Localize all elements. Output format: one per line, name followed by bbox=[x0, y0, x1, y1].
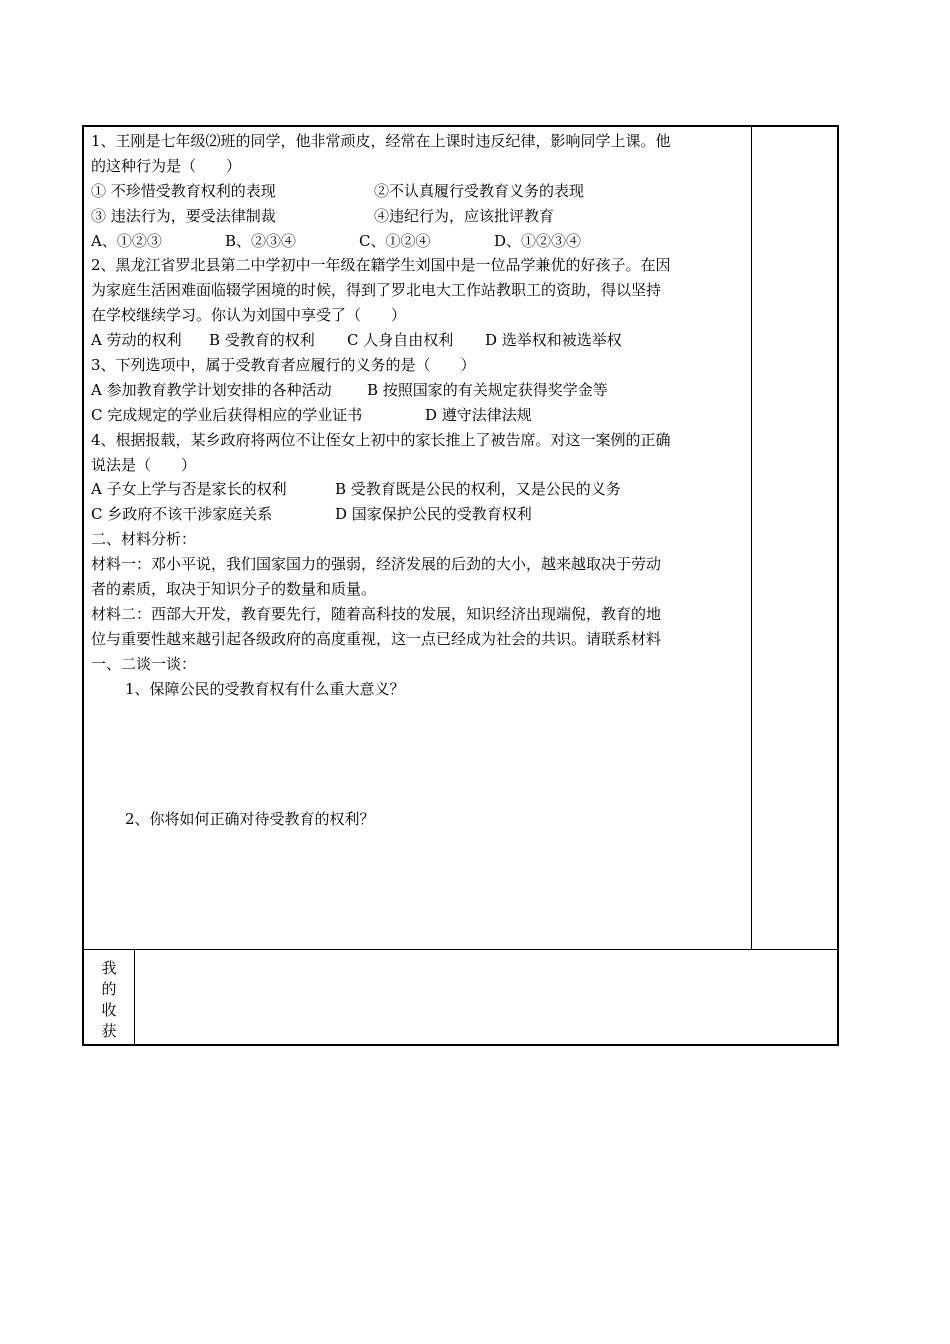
q4-option-c: C 乡政府不该干涉家庭关系 bbox=[91, 505, 273, 524]
q4-options-row-1 bbox=[91, 477, 745, 502]
q1-options-row-2 bbox=[91, 204, 745, 229]
material-2-line-1: 材料二：西部大开发，教育要先行，随着高科技的发展，知识经济出现端倪，教育的地 bbox=[91, 604, 662, 623]
q2-option-b: B 受教育的权利 bbox=[209, 331, 315, 350]
q2-options-row bbox=[91, 328, 745, 353]
q2-stem-line-3: 在学校继续学习。你认为刘国中享受了（ ） bbox=[91, 306, 407, 325]
discussion-task-1: 1、保障公民的受教育权有什么重大意义？ bbox=[125, 679, 405, 698]
material-2-line-3: 一、二谈一谈： bbox=[91, 654, 197, 673]
q4-option-a: A 子女上学与否是家长的权利 bbox=[91, 480, 287, 499]
q3-options-row-1 bbox=[91, 378, 745, 403]
material-1-line-2: 者的素质，取决于知识分子的数量和质量。 bbox=[91, 580, 377, 599]
q1-answer-a: A、①②③ bbox=[91, 231, 162, 250]
q2-stem-line-2: 为家庭生活困难面临辍学困境的时候，得到了罗北电大工作站教职工的资助，得以坚持 bbox=[91, 281, 662, 300]
q1-answer-b: B、②③④ bbox=[225, 231, 297, 250]
q1-option-3: ③ 违法行为，要受法律制裁 bbox=[91, 206, 276, 225]
answer-space-1 bbox=[91, 701, 745, 807]
q3-stem-line-1: 3、下列选项中，属于受教育者应履行的义务的是（ ） bbox=[91, 356, 476, 375]
material-2-line-2: 位与重要性越来越引起各级政府的高度重视，这一点已经成为社会的共识。请联系材料 bbox=[91, 629, 662, 648]
q2-stem-line-1: 2、黑龙江省罗北县第二中学初中一年级在籍学生刘国中是一位品学兼优的好孩子。在因 bbox=[91, 256, 671, 275]
q2-option-c: C 人身自由权利 bbox=[347, 331, 454, 350]
worksheet-table bbox=[82, 125, 839, 1046]
q1-option-1: ① 不珍惜受教育权利的表现 bbox=[91, 181, 276, 200]
q4-options-row-2 bbox=[91, 502, 745, 527]
q4-stem-line-1: 4、根据报载，某乡政府将两位不让侄女上初中的家长推上了被告席。对这一案例的正确 bbox=[91, 430, 671, 449]
q2-option-a: A 劳动的权利 bbox=[91, 331, 182, 350]
harvest-label-cell bbox=[84, 950, 135, 1044]
exercise-cell bbox=[84, 127, 752, 949]
q1-option-2: ②不认真履行受教育义务的表现 bbox=[374, 181, 585, 200]
section-2-heading: 二、材料分析： bbox=[91, 530, 197, 549]
q4-option-d: D 国家保护公民的受教育权利 bbox=[335, 505, 532, 524]
q3-options-row-2 bbox=[91, 403, 745, 428]
q3-option-d: D 遵守法律法规 bbox=[425, 405, 532, 424]
q1-options-row-1 bbox=[91, 179, 745, 204]
material-1-line-1: 材料一：邓小平说，我们国家国力的强弱，经济发展的后劲的大小，越来越取决于劳动 bbox=[91, 555, 662, 574]
q4-stem-line-2: 说法是（ ） bbox=[91, 455, 197, 474]
harvest-content-cell bbox=[135, 950, 837, 1044]
notes-column bbox=[752, 127, 837, 949]
q2-option-d: D 选举权和被选举权 bbox=[485, 331, 622, 350]
harvest-label: 我的收获 bbox=[101, 959, 117, 1040]
q3-option-c: C 完成规定的学业后获得相应的学业证书 bbox=[91, 405, 363, 424]
q1-answers-row bbox=[91, 229, 745, 254]
q1-answer-d: D、①②③④ bbox=[494, 231, 582, 250]
discussion-task-2: 2、你将如何正确对待受教育的权利？ bbox=[125, 810, 375, 829]
q3-option-b: B 按照国家的有关规定获得奖学金等 bbox=[367, 380, 608, 399]
q1-stem-line-2: 的这种行为是（ ） bbox=[91, 156, 242, 175]
q1-stem-line-1: 1、王刚是七年级⑵班的同学，他非常顽皮，经常在上课时违反纪律，影响同学上课。他 bbox=[91, 132, 671, 150]
q4-option-b: B 受教育既是公民的权利，又是公民的义务 bbox=[335, 480, 621, 499]
q1-option-4: ④违纪行为，应该批评教育 bbox=[374, 206, 555, 225]
q1-answer-c: C、①②④ bbox=[359, 231, 431, 250]
q3-option-a: A 参加教育教学计划安排的各种活动 bbox=[91, 380, 332, 399]
